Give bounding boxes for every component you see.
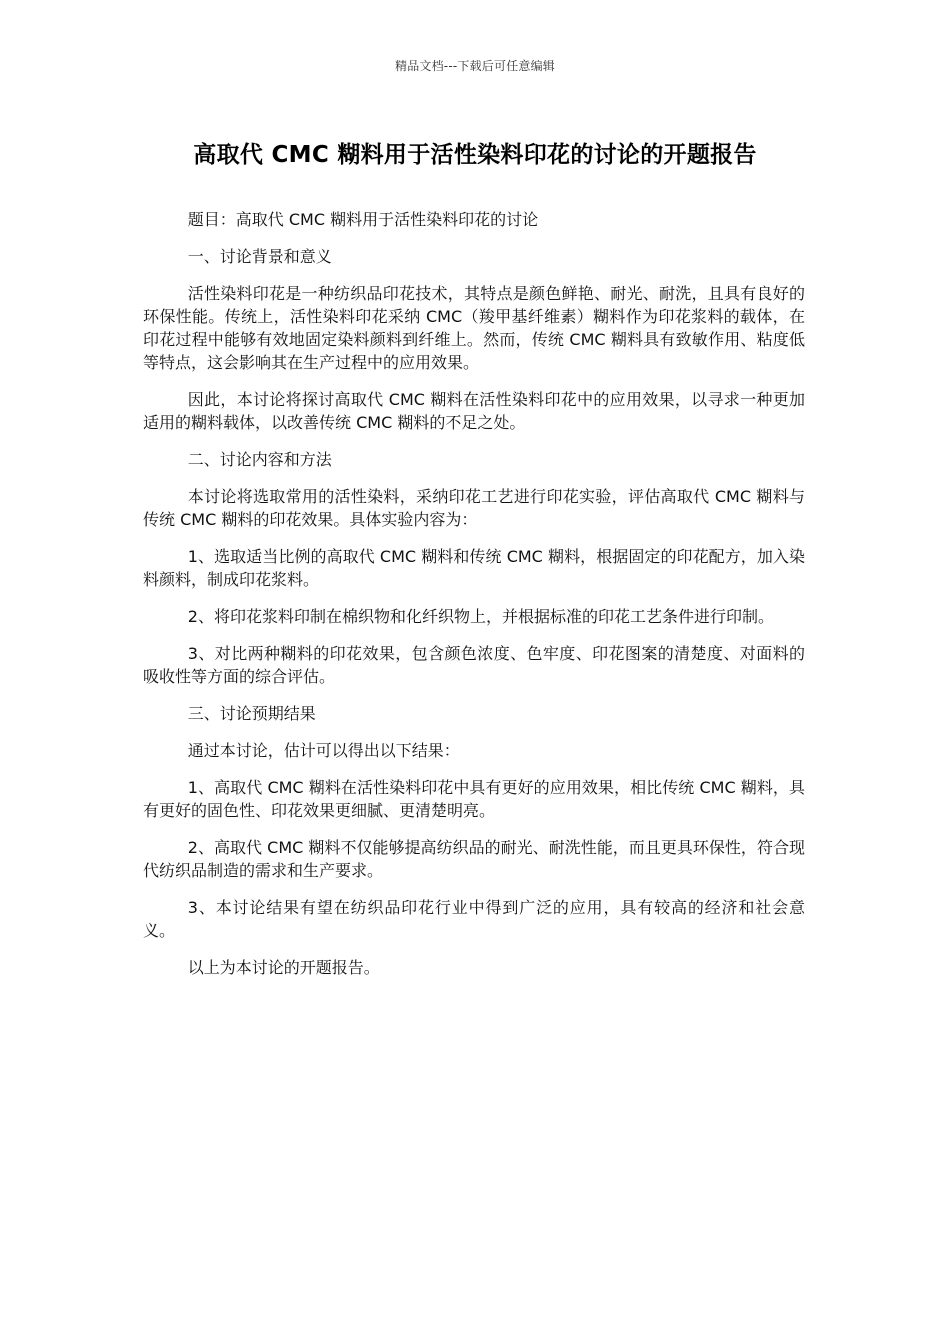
section-heading-background: 一、讨论背景和意义 (187, 247, 332, 266)
result-item-1: 1、高取代 CMC 糊料在活性染料印花中具有更好的应用效果，相比传统 CMC 糊料，具有更好的固色性、印花效果更细腻、更清楚明亮。 (143, 778, 805, 820)
header-note: 精品文档---下载后可任意编辑 (395, 59, 555, 73)
section-heading-results: 三、讨论预期结果 (187, 704, 316, 723)
document-title: 高取代 CMC 糊料用于活性染料印花的讨论的开题报告 (193, 142, 757, 168)
subject-line: 题目：高取代 CMC 糊料用于活性染料印花的讨论 (187, 210, 539, 229)
result-item-2: 2、高取代 CMC 糊料不仅能够提高纺织品的耐光、耐洗性能，而且更具环保性，符合现代纺织品制造的需求和生产要求。 (143, 838, 805, 880)
document-body (143, 208, 805, 993)
paragraph-background-1: 活性染料印花是一种纺织品印花技术，其特点是颜色鲜艳、耐光、耐洗，且具有良好的环保性能。传统上，活性染料印花采纳 CMC（羧甲基纤维素）糊料作为印花浆料的载体，在印花过程中能够有效地固定染料颜料到纤维上。然而，传统 CMC 糊料具有致敏作用、粘度低等特点，这会影响其在生产过程中的应用效果。 (143, 284, 805, 372)
result-item-3: 3、本讨论结果有望在纺织品印花行业中得到广泛的应用，具有较高的经济和社会意义。 (143, 898, 805, 940)
paragraph-results-intro: 通过本讨论，估计可以得出以下结果： (187, 741, 460, 760)
method-item-3: 3、对比两种糊料的印花效果，包含颜色浓度、色牢度、印花图案的清楚度、对面料的吸收性等方面的综合评估。 (143, 644, 805, 686)
paragraph-background-2: 因此，本讨论将探讨高取代 CMC 糊料在活性染料印花中的应用效果，以寻求一种更加适用的糊料载体，以改善传统 CMC 糊料的不足之处。 (143, 390, 805, 432)
method-item-1: 1、选取适当比例的高取代 CMC 糊料和传统 CMC 糊料，根据固定的印花配方，加入染料颜料，制成印花浆料。 (143, 547, 805, 589)
paragraph-methods-intro: 本讨论将选取常用的活性染料，采纳印花工艺进行印花实验，评估高取代 CMC 糊料与传统 CMC 糊料的印花效果。具体实验内容为： (143, 487, 805, 529)
method-item-2: 2、将印花浆料印制在棉织物和化纤织物上，并根据标准的印花工艺条件进行印制。 (187, 607, 774, 626)
section-heading-methods: 二、讨论内容和方法 (187, 450, 332, 469)
closing-line: 以上为本讨论的开题报告。 (187, 958, 380, 977)
